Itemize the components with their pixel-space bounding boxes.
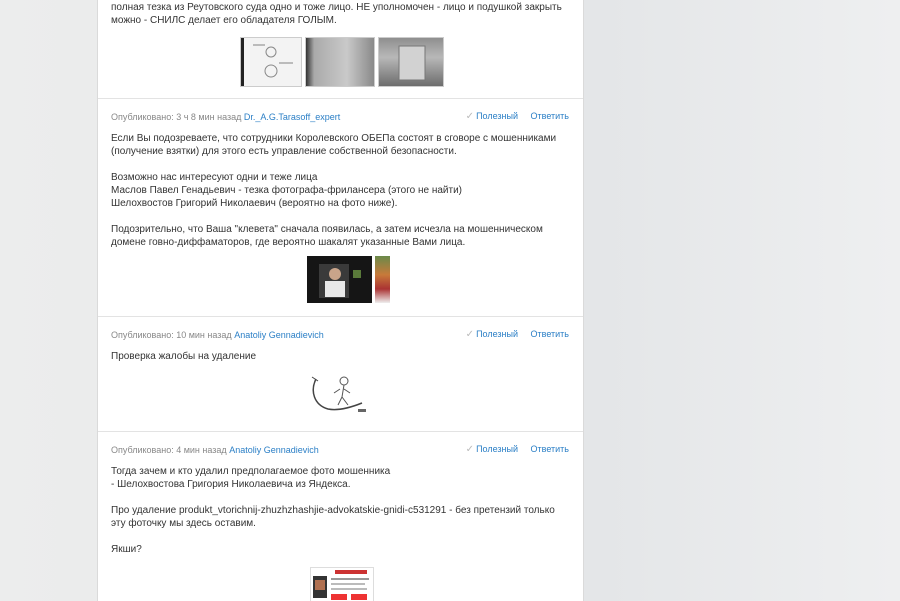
document-scan-image	[241, 38, 301, 86]
comment-text: полная тезка из Реутовского суда одно и тоже лицо. НЕ уполномочен - лицо и подушкой закрыть можно - СНИЛС делает его обладателя ГОЛЫМ.	[111, 2, 562, 26]
paragraph: Тогда зачем и кто удалил предполагаемое фото мошенника - Шелохвостова Григория Николаевича из Яндекса.	[111, 466, 391, 490]
author-link[interactable]: Anatoliy Gennadievich	[234, 330, 324, 340]
attachment-thumbnail[interactable]	[305, 37, 375, 87]
useful-button[interactable]: ✓ Полезный	[465, 329, 518, 340]
attachment-thumbnails	[310, 567, 374, 601]
comment	[98, 98, 583, 317]
comments-column	[97, 0, 584, 601]
comment-actions	[466, 329, 569, 340]
attachment-thumbnails	[307, 256, 390, 303]
checkmark-icon: ✓	[465, 444, 475, 455]
comment-meta: Опубликовано: 10 мин назад Anatoliy Gennadievich	[111, 330, 324, 340]
reply-button[interactable]: Ответить	[530, 329, 569, 339]
reply-button[interactable]: Ответить	[530, 444, 569, 454]
useful-button[interactable]: ✓ Полезный	[465, 111, 518, 122]
attachment-thumbnails	[308, 371, 370, 419]
comment-text	[111, 465, 571, 556]
useful-button[interactable]: ✓ Полезный	[465, 444, 518, 455]
photo-image	[379, 38, 443, 86]
paragraph: Подозрительно, что Ваша "клевета" сначала появилась, а затем исчезла на мошенническом домене говно-диффаматоров, где вероятно шакалят указанные Вами лица.	[111, 224, 543, 248]
checkmark-icon: ✓	[465, 329, 475, 340]
comment	[98, 431, 583, 601]
attachment-thumbnail[interactable]	[240, 37, 302, 87]
author-link[interactable]: Dr._A.G.Tarasoff_expert	[243, 112, 341, 122]
attachment-thumbnails	[240, 37, 444, 87]
comment-actions	[466, 444, 569, 455]
author-link[interactable]: Anatoliy Gennadievich	[229, 445, 319, 455]
reply-button[interactable]: Ответить	[530, 111, 569, 121]
attachment-thumbnail[interactable]	[310, 567, 374, 601]
photo-image	[307, 256, 372, 303]
comment-meta: Опубликовано: 4 мин назад Anatoliy Gennadievich	[111, 445, 319, 455]
comment-actions	[466, 111, 569, 122]
paragraph: Якши?	[111, 544, 142, 555]
comment-text	[111, 350, 571, 363]
sketch-image	[308, 371, 370, 419]
paragraph: Про удаление produkt_vtorichnij-zhuzhzhashjie-advokatskie-gnidi-c531291 - без претензий только эту фоточку мы здесь оставим.	[111, 505, 555, 529]
attachment-thumbnail[interactable]	[375, 256, 390, 303]
screenshot-image	[311, 568, 373, 601]
paragraph: Возможно нас интересуют одни и теже лица Маслов Павел Генадьевич - тезка фотографа-фрилансера (этого не найти) Шелохвостов Григорий Николаевич (вероятно на фото ниже).	[111, 172, 463, 209]
checkmark-icon: ✓	[465, 111, 475, 122]
attachment-thumbnail[interactable]	[378, 37, 444, 87]
attachment-thumbnail[interactable]	[307, 256, 372, 303]
paragraph: Если Вы подозреваете, что сотрудники Королевского ОБЕПа состоят в сговоре с мошенниками (получение взятки) для этого есть управление собственной безопасности.	[111, 133, 557, 157]
comment-meta: Опубликовано: 3 ч 8 мин назад Dr._A.G.Tarasoff_expert	[111, 112, 341, 122]
paragraph: Проверка жалобы на удаление	[111, 351, 257, 362]
attachment-thumbnail[interactable]	[308, 371, 370, 419]
comment-text	[111, 132, 571, 249]
comment	[98, 316, 583, 432]
